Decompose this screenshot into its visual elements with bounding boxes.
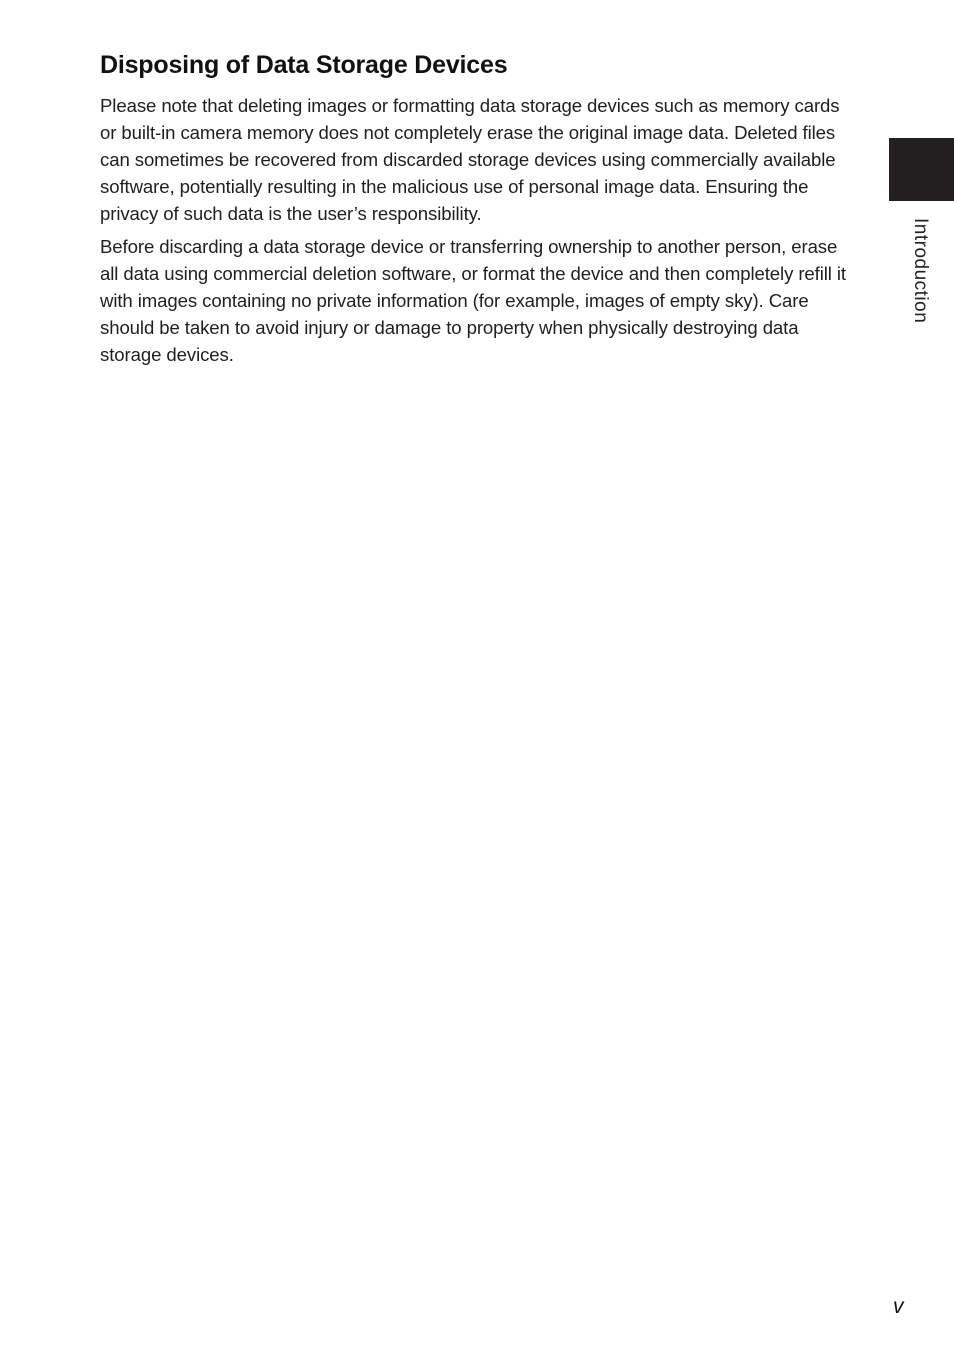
page-content — [100, 48, 856, 374]
section-heading: Disposing of Data Storage Devices — [100, 51, 508, 79]
body-paragraph-disposal: Before discarding a data storage device or transferring ownership to another person, erase all data using commercial deletion software, or format the device and then completely refill it with images containing no private information (for example, images of empty sky). Care should be taken to avoid injury or damage to property when physically destroying data storage devices. — [100, 236, 846, 365]
body-paragraph-privacy: Please note that deleting images or formatting data storage devices such as memory cards or built-in camera memory does not completely erase the original image data. Deleted files can sometimes be recovered from discarded storage devices using commercially available software, potentially resulting in the malicious use of personal image data. Ensuring the privacy of such data is the user’s responsibility. — [100, 95, 840, 224]
page-number: v — [893, 1295, 904, 1318]
chapter-tab-marker — [889, 138, 954, 201]
chapter-tab-label: Introduction — [910, 218, 931, 324]
